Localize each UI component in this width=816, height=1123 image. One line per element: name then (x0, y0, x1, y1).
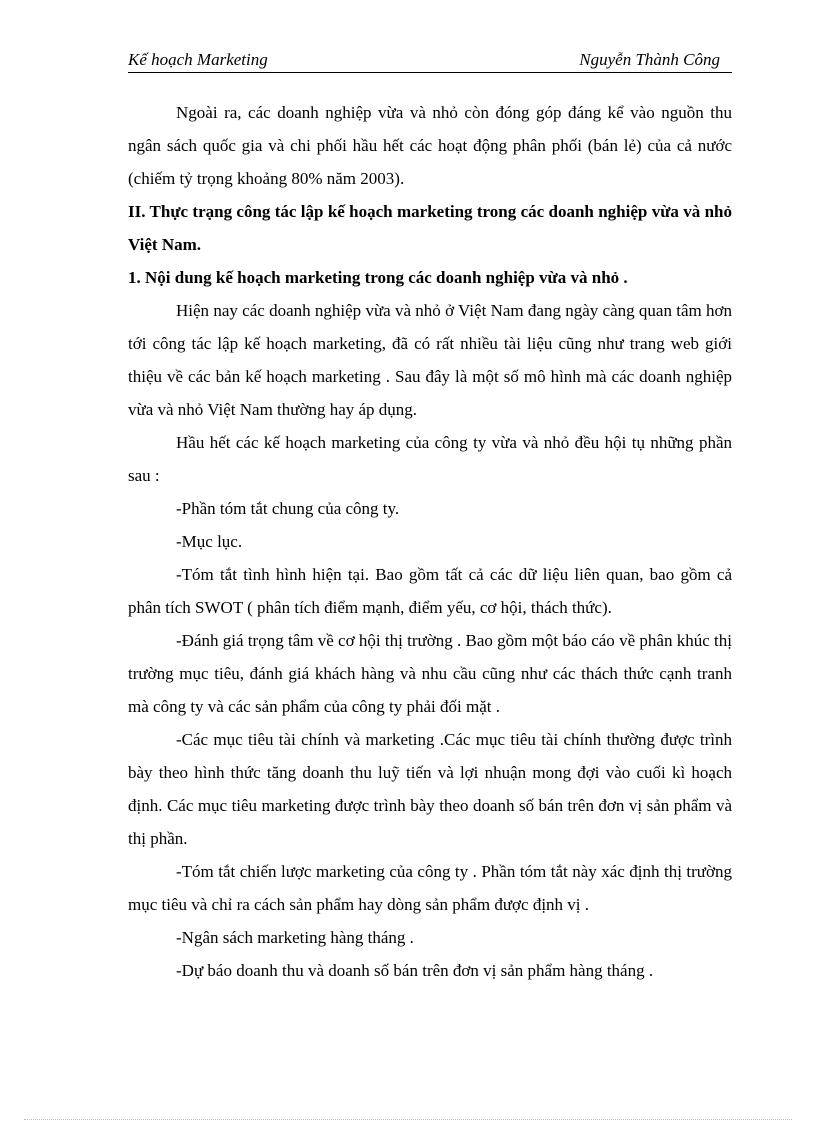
paragraph-components: Hầu hết các kế hoạch marketing của công ty vừa và nhỏ đều hội tụ những phần sau : (128, 433, 732, 485)
list-item-forecast: -Dự báo doanh thu và doanh số bán trên đơn vị sản phẩm hàng tháng . (176, 961, 654, 980)
list-item-objectives: -Các mục tiêu tài chính và marketing .Các mục tiêu tài chính thường được trình bày theo hình thức tăng doanh thu luỹ tiến và lợi nhuận mong đợi vào cuối kì hoạch định. Các mục tiêu marketing được trình bày theo doanh số bán trên đơn vị sản phẩm và thị phần. (128, 730, 732, 848)
section-heading: II. Thực trạng công tác lập kế hoạch marketing trong các doanh nghiệp vừa và nhỏ Việt Nam. (128, 202, 732, 254)
paragraph-overview: Hiện nay các doanh nghiệp vừa và nhỏ ở Việt Nam đang ngày càng quan tâm hơn tới công tác lập kế hoạch marketing, đã có rất nhiều tài liệu cũng như trang web giới thiệu về các bản kế hoạch marketing . Sau đây là một số mô hình mà các doanh nghiệp vừa và nhỏ Việt Nam thường hay áp dụng. (128, 301, 732, 419)
list-item-budget: -Ngân sách marketing hàng tháng . (176, 928, 414, 947)
paragraph-intro: Ngoài ra, các doanh nghiệp vừa và nhỏ còn đóng góp đáng kể vào nguồn thu ngân sách quốc gia và chi phối hầu hết các hoạt động phân phối (bán lẻ) của cả nước (chiếm tỷ trọng khoảng 80% năm 2003). (128, 103, 732, 188)
header-author: Nguyễn Thành Công (579, 50, 720, 69)
list-item-toc: -Mục lục. (176, 532, 243, 551)
subsection-heading: 1. Nội dung kế hoạch marketing trong các doanh nghiệp vừa và nhỏ . (128, 268, 628, 287)
document-body (128, 96, 732, 987)
page-bottom-divider (24, 1119, 792, 1120)
list-item-summary: -Phần tóm tắt chung của công ty. (176, 499, 400, 518)
header-document-title: Kế hoạch Marketing (128, 50, 268, 69)
page-header (128, 48, 732, 73)
list-item-strategy: -Tóm tắt chiến lược marketing của công ty . Phần tóm tắt này xác định thị trường mục tiêu và chỉ ra cách sản phẩm hay dòng sản phẩm được định vị . (128, 862, 732, 914)
list-item-opportunity: -Đánh giá trọng tâm về cơ hội thị trường . Bao gồm một báo cáo về phân khúc thị trường mục tiêu, đánh giá khách hàng và nhu cầu cũng như các thách thức cạnh tranh mà công ty và các sản phẩm của công ty phải đối mặt . (128, 631, 732, 716)
list-item-situation: -Tóm tắt tình hình hiện tại. Bao gồm tất cả các dữ liệu liên quan, bao gồm cả phân tích SWOT ( phân tích điểm mạnh, điểm yếu, cơ hội, thách thức). (128, 565, 732, 617)
